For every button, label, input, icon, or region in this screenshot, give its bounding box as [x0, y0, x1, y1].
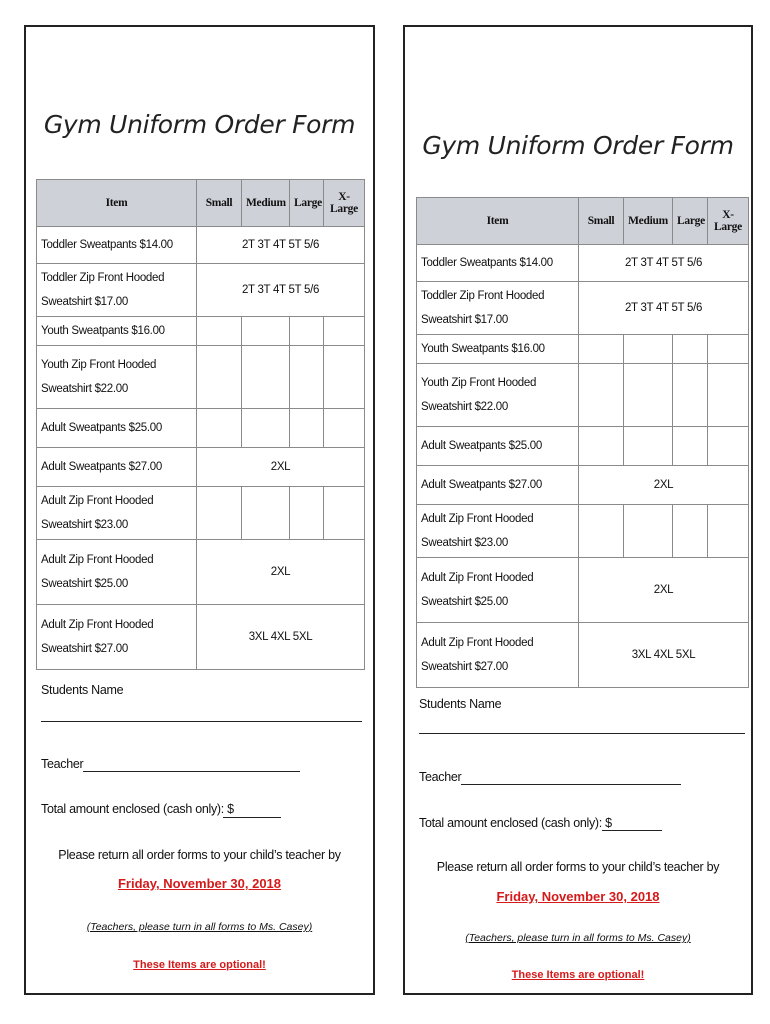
item-line: Adult Zip Front Hooded — [41, 619, 154, 631]
header-medium: Medium — [624, 198, 673, 245]
header-large: Large — [290, 180, 324, 227]
item-line: Adult Zip Front Hooded — [421, 637, 534, 649]
size-box[interactable] — [324, 346, 365, 409]
teacher-field[interactable] — [461, 784, 681, 785]
item-line: Sweatshirt $17.00 — [41, 296, 128, 308]
table-row — [417, 623, 749, 688]
header-medium: Medium — [242, 180, 290, 227]
sizes-cell: 2T 3T 4T 5T 5/6 — [579, 245, 749, 282]
order-table — [36, 179, 365, 670]
item-line: Sweatshirt $23.00 — [41, 519, 128, 531]
item-cell: Toddler Sweatpants $14.00 — [37, 227, 197, 264]
item-line: Adult Zip Front Hooded — [421, 513, 534, 525]
table-row — [37, 448, 365, 487]
size-box[interactable] — [197, 487, 242, 540]
item-cell — [37, 346, 197, 409]
item-cell: Youth Sweatpants $16.00 — [37, 317, 197, 346]
optional-note: These Items are optional! — [133, 959, 266, 971]
total-label: Total amount enclosed (cash only): $ — [41, 802, 234, 816]
students-name-label: Students Name — [419, 697, 502, 711]
students-name-field[interactable] — [41, 721, 362, 722]
item-cell — [37, 540, 197, 605]
item-cell — [417, 282, 579, 335]
size-box[interactable] — [197, 346, 242, 409]
item-cell — [417, 623, 579, 688]
due-date: Friday, November 30, 2018 — [117, 876, 282, 891]
sizes-cell: 2XL — [579, 466, 749, 505]
total-label: Total amount enclosed (cash only): $ — [419, 816, 612, 830]
table-row — [37, 317, 365, 346]
item-line: Sweatshirt $17.00 — [421, 314, 508, 326]
size-box[interactable] — [708, 427, 749, 466]
size-box[interactable] — [673, 505, 708, 558]
size-box[interactable] — [197, 409, 242, 448]
item-cell — [37, 487, 197, 540]
item-line: Toddler Zip Front Hooded — [421, 290, 545, 302]
return-instructions: Please return all order forms to your child’s teacher by — [58, 848, 341, 862]
sizes-cell: 2T 3T 4T 5T 5/6 — [197, 227, 365, 264]
item-line: Sweatshirt $23.00 — [421, 537, 508, 549]
size-box[interactable] — [579, 335, 624, 364]
item-line: Sweatshirt $22.00 — [421, 401, 508, 413]
table-row — [417, 466, 749, 505]
sizes-cell: 2T 3T 4T 5T 5/6 — [579, 282, 749, 335]
header-small: Small — [197, 180, 242, 227]
teacher-label: Teacher — [41, 757, 84, 771]
sizes-cell: 2XL — [197, 448, 365, 487]
item-line: Sweatshirt $25.00 — [421, 596, 508, 608]
item-line: Adult Zip Front Hooded — [41, 495, 154, 507]
header-xlarge: X-Large — [324, 180, 365, 227]
sizes-cell: 2XL — [197, 540, 365, 605]
table-row — [417, 558, 749, 623]
size-box[interactable] — [290, 487, 324, 540]
item-line: Toddler Zip Front Hooded — [41, 272, 165, 284]
header-item: Item — [37, 180, 197, 227]
due-date: Friday, November 30, 2018 — [496, 889, 660, 904]
size-box[interactable] — [624, 427, 673, 466]
size-box[interactable] — [624, 505, 673, 558]
size-box[interactable] — [579, 427, 624, 466]
size-box[interactable] — [673, 364, 708, 427]
header-xlarge: X-Large — [708, 198, 749, 245]
item-cell — [417, 558, 579, 623]
table-row — [37, 227, 365, 264]
header-large: Large — [673, 198, 708, 245]
item-cell — [417, 505, 579, 558]
item-line: Sweatshirt $27.00 — [421, 661, 508, 673]
size-box[interactable] — [324, 409, 365, 448]
item-cell: Adult Sweatpants $25.00 — [37, 409, 197, 448]
teachers-note: (Teachers, please turn in all forms to Ms. Casey) — [465, 932, 691, 944]
table-row — [37, 540, 365, 605]
table-row — [37, 409, 365, 448]
size-box[interactable] — [242, 317, 290, 346]
size-box[interactable] — [579, 505, 624, 558]
size-box[interactable] — [624, 335, 673, 364]
item-line: Sweatshirt $25.00 — [41, 578, 128, 590]
size-box[interactable] — [708, 335, 749, 364]
teacher-label: Teacher — [419, 770, 462, 784]
header-item: Item — [417, 198, 579, 245]
table-row — [417, 245, 749, 282]
table-row — [417, 505, 749, 558]
teachers-note: (Teachers, please turn in all forms to Ms. Casey) — [86, 921, 313, 933]
table-row — [37, 605, 365, 670]
table-row — [417, 335, 749, 364]
size-box[interactable] — [197, 317, 242, 346]
item-line: Adult Zip Front Hooded — [421, 572, 534, 584]
size-box[interactable] — [673, 335, 708, 364]
size-box[interactable] — [708, 364, 749, 427]
item-cell — [417, 364, 579, 427]
order-table — [416, 197, 749, 688]
table-row — [37, 264, 365, 317]
item-line: Youth Zip Front Hooded — [41, 359, 157, 371]
students-name-label: Students Name — [41, 683, 124, 697]
table-row — [37, 487, 365, 540]
size-box[interactable] — [324, 317, 365, 346]
optional-note: These Items are optional! — [511, 969, 645, 981]
students-name-field[interactable] — [419, 733, 745, 734]
item-cell: Youth Sweatpants $16.00 — [417, 335, 579, 364]
size-box[interactable] — [290, 409, 324, 448]
table-row — [37, 346, 365, 409]
size-box[interactable] — [673, 427, 708, 466]
size-box[interactable] — [290, 346, 324, 409]
size-box[interactable] — [624, 364, 673, 427]
form-title: Gym Uniform Order Form — [43, 110, 356, 139]
order-form-right — [403, 25, 753, 995]
size-box[interactable] — [290, 317, 324, 346]
item-cell: Toddler Sweatpants $14.00 — [417, 245, 579, 282]
item-cell: Adult Sweatpants $27.00 — [37, 448, 197, 487]
size-box[interactable] — [324, 487, 365, 540]
item-line: Sweatshirt $22.00 — [41, 383, 128, 395]
size-box[interactable] — [242, 346, 290, 409]
total-amount-field[interactable] — [602, 830, 662, 831]
size-box[interactable] — [242, 409, 290, 448]
table-row — [417, 427, 749, 466]
item-cell: Adult Sweatpants $27.00 — [417, 466, 579, 505]
item-cell: Adult Sweatpants $25.00 — [417, 427, 579, 466]
size-box[interactable] — [708, 505, 749, 558]
return-instructions: Please return all order forms to your child’s teacher by — [436, 860, 720, 874]
form-title: Gym Uniform Order Form — [422, 131, 734, 160]
item-cell — [37, 264, 197, 317]
order-form-left — [24, 25, 375, 995]
item-line: Adult Zip Front Hooded — [41, 554, 154, 566]
header-small: Small — [579, 198, 624, 245]
table-row — [417, 364, 749, 427]
table-row — [417, 282, 749, 335]
size-box[interactable] — [242, 487, 290, 540]
sizes-cell: 3XL 4XL 5XL — [579, 623, 749, 688]
item-cell — [37, 605, 197, 670]
item-line: Youth Zip Front Hooded — [421, 377, 537, 389]
table-header-row — [37, 180, 365, 227]
item-line: Sweatshirt $27.00 — [41, 643, 128, 655]
sizes-cell: 2T 3T 4T 5T 5/6 — [197, 264, 365, 317]
sizes-cell: 2XL — [579, 558, 749, 623]
teacher-field[interactable] — [83, 771, 300, 772]
table-header-row — [417, 198, 749, 245]
total-amount-field[interactable] — [223, 817, 281, 818]
size-box[interactable] — [579, 364, 624, 427]
sizes-cell: 3XL 4XL 5XL — [197, 605, 365, 670]
